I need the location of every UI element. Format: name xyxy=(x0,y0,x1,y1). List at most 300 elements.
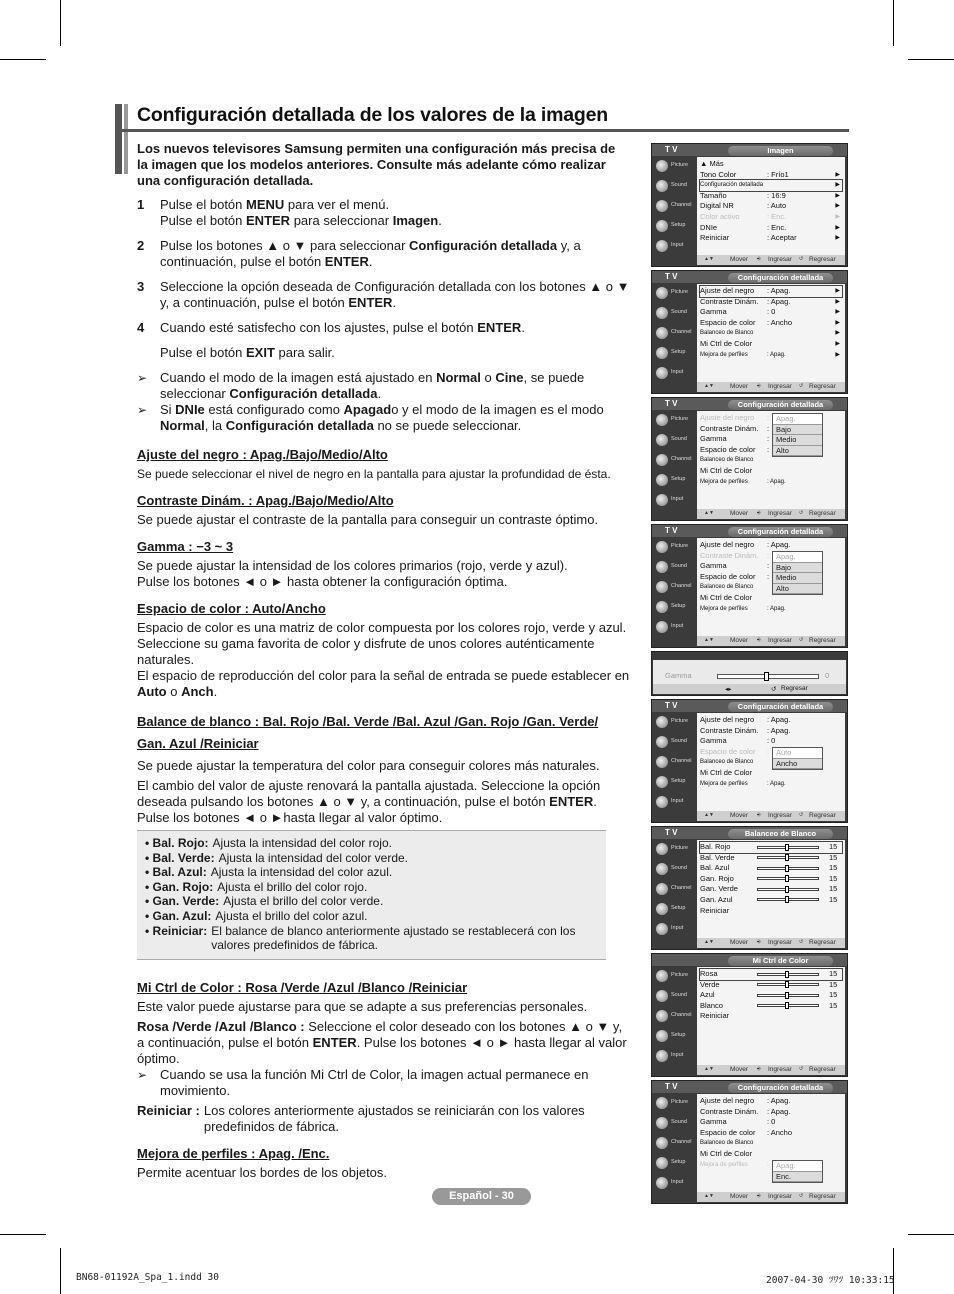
side-menu-item[interactable] xyxy=(656,1116,692,1132)
enter-icon: ⎆ xyxy=(757,637,762,643)
menu-row-label: Configuración detallada xyxy=(700,182,764,189)
menu-title: Configuración detallada xyxy=(728,1083,833,1093)
bullet-item xyxy=(145,880,598,895)
slider-knob[interactable] xyxy=(785,865,789,872)
tv-menu-config xyxy=(651,270,848,394)
enter-icon: ⎆ xyxy=(757,383,762,389)
side-menu-label: Setup xyxy=(671,476,686,482)
slider-value: 15 xyxy=(829,873,838,883)
side-menu-item[interactable] xyxy=(656,842,692,858)
note-bold: Normal xyxy=(160,418,205,433)
bullet-text: Ajusta la intensidad del color verde. xyxy=(218,850,409,865)
menu-row-value: : xyxy=(767,550,770,560)
step-text: Cuando esté satisfecho con los ajustes, pulse el botón xyxy=(160,320,478,335)
side-menu-label: Input xyxy=(671,1179,684,1185)
note-bold: Cine xyxy=(495,370,524,385)
step-text: . xyxy=(438,213,442,228)
section-text-part: . Pulse los botones ◄ o ►hasta llegar al valor óptimo. xyxy=(137,794,597,825)
ingresar-label: Ingresar xyxy=(768,939,792,946)
side-menu xyxy=(652,284,696,382)
dropdown-option[interactable]: Alto xyxy=(773,584,822,595)
menu-row-label: Color activo xyxy=(700,211,740,221)
side-menu-item[interactable] xyxy=(656,239,692,255)
menu-row-label: Rosa xyxy=(700,969,718,978)
slider-knob[interactable] xyxy=(785,875,789,882)
side-menu-item[interactable] xyxy=(656,735,692,751)
menu-row-label: Espacio de color xyxy=(700,317,756,327)
side-menu-item[interactable] xyxy=(656,862,692,878)
side-menu-item[interactable] xyxy=(656,902,692,918)
dropdown-option[interactable]: Enc. xyxy=(773,1172,822,1183)
menu-row[interactable] xyxy=(700,201,842,212)
picture-icon xyxy=(656,1097,668,1109)
tv-label: T V xyxy=(665,272,678,281)
side-menu-item[interactable] xyxy=(656,922,692,938)
menu-row-value: : xyxy=(767,444,770,454)
menu-row-value: : Apag. xyxy=(767,296,791,306)
slider-value: 15 xyxy=(829,894,838,904)
side-menu-item[interactable] xyxy=(656,493,692,509)
side-menu-item[interactable] xyxy=(656,969,692,985)
dropdown-option[interactable]: Medio xyxy=(773,573,822,584)
side-menu-item[interactable] xyxy=(656,1096,692,1112)
side-menu-item[interactable] xyxy=(656,199,692,215)
balance-bullet-box xyxy=(137,830,606,960)
menu-row[interactable] xyxy=(700,191,842,202)
menu-row-value: : xyxy=(767,1161,769,1168)
menu-row-reset[interactable] xyxy=(700,1011,842,1022)
value-slider[interactable] xyxy=(757,898,819,901)
menu-row[interactable] xyxy=(700,980,842,991)
section-text-part: El cambio del valor de ajuste renovará la pantalla ajustada. Seleccione la opción deseada pulsando los botones ▲ o ▼ y, a continuación, pulse el botón xyxy=(137,778,601,809)
side-menu-item[interactable] xyxy=(656,715,692,731)
menu-rows xyxy=(700,159,842,244)
sound-icon xyxy=(656,863,668,875)
input-icon xyxy=(656,923,668,935)
page-title: Configuración detallada de los valores de la imagen xyxy=(137,104,608,126)
menu-row[interactable] xyxy=(700,1001,842,1012)
slider-value: 15 xyxy=(829,842,838,851)
dropdown-option[interactable]: Bajo xyxy=(773,425,822,436)
value-slider[interactable] xyxy=(757,856,819,859)
gamma-slider-track[interactable] xyxy=(717,674,819,679)
slider-knob[interactable] xyxy=(785,844,789,851)
screen-bottom-bar xyxy=(697,938,845,948)
menu-row[interactable] xyxy=(700,180,842,191)
dropdown-option[interactable]: Bajo xyxy=(773,563,822,574)
menu-row-label: Mejora de perfiles xyxy=(700,351,748,358)
side-menu-item[interactable] xyxy=(656,1009,692,1025)
tv-menu-config-contraste xyxy=(651,524,848,648)
menu-row[interactable] xyxy=(700,297,842,308)
side-menu-item[interactable] xyxy=(656,326,692,342)
slider-knob[interactable] xyxy=(785,992,789,999)
menu-row[interactable] xyxy=(700,223,842,234)
side-menu-item[interactable] xyxy=(656,179,692,195)
crop-mark xyxy=(0,1234,46,1235)
menu-row-value: : xyxy=(767,571,770,581)
return-icon: ↺ xyxy=(799,383,804,389)
menu-row-label: Gan. Verde xyxy=(700,884,738,894)
channel-icon xyxy=(656,756,668,768)
menu-row[interactable] xyxy=(700,477,842,488)
step-text: Pulse el botón xyxy=(160,213,247,228)
side-menu-label: Setup xyxy=(671,603,686,609)
menu-row[interactable] xyxy=(700,1138,842,1149)
enter-icon: ⎆ xyxy=(757,939,762,945)
side-menu-item[interactable] xyxy=(656,540,692,556)
side-menu-label: Setup xyxy=(671,222,686,228)
menu-row-label: Espacio de color xyxy=(700,1127,756,1137)
section-heading-gamma: Gamma : −3 ~ 3 xyxy=(137,539,234,554)
value-slider[interactable] xyxy=(757,983,819,986)
menu-rows xyxy=(700,969,842,1022)
screen-bottom-bar xyxy=(697,509,845,519)
menu-row-value: : Ancho xyxy=(767,1127,793,1137)
menu-row[interactable] xyxy=(700,159,842,170)
setup-icon xyxy=(656,347,668,359)
side-menu-label: Sound xyxy=(671,182,687,188)
chevron-right-icon: ▶ xyxy=(835,192,840,199)
menu-row-label: Contraste Dinám. xyxy=(700,296,759,306)
screen-topbar xyxy=(652,827,847,839)
slider-value: 15 xyxy=(829,884,838,894)
dropdown-option[interactable]: Auto xyxy=(773,748,822,759)
menu-row[interactable] xyxy=(700,1107,842,1118)
menu-row[interactable] xyxy=(700,736,842,747)
dropdown-option[interactable]: Apag. xyxy=(773,414,822,425)
menu-row-value: : xyxy=(767,561,770,571)
side-menu xyxy=(652,411,696,509)
side-menu-label: Channel xyxy=(671,456,692,462)
side-menu-item[interactable] xyxy=(656,1136,692,1152)
value-slider[interactable] xyxy=(757,973,819,976)
menu-row-value: : Enc. xyxy=(767,211,787,221)
option-dropdown xyxy=(772,1160,823,1183)
section-text xyxy=(137,778,630,826)
input-icon xyxy=(656,367,668,379)
side-menu-label: Setup xyxy=(671,1032,686,1038)
value-slider[interactable] xyxy=(757,867,819,870)
side-menu-item[interactable] xyxy=(656,775,692,791)
channel-icon xyxy=(656,1137,668,1149)
side-menu-label: Channel xyxy=(671,202,692,208)
menu-row-label: Mejora de perfiles xyxy=(700,1161,748,1168)
menu-row-label: Gamma xyxy=(700,736,727,746)
side-menu-label: Setup xyxy=(671,905,686,911)
side-menu-item[interactable] xyxy=(656,882,692,898)
menu-row-label: Mi Ctrl de Color xyxy=(700,465,753,475)
sound-icon xyxy=(656,561,668,573)
mover-label: Mover xyxy=(730,1193,749,1200)
tv-menu-config-mejora xyxy=(651,1080,848,1204)
menu-row-label: Balanceo de Blanco xyxy=(700,330,754,337)
section-heading-ajuste: Ajuste del negro : Apag./Bajo/Medio/Alto xyxy=(137,447,388,462)
menu-row-label: Mejora de perfiles xyxy=(700,478,748,485)
enter-icon: ⎆ xyxy=(757,510,762,516)
note-text: o y el modo de la imagen es el modo xyxy=(391,402,604,417)
value-slider[interactable] xyxy=(757,1004,819,1007)
section-text xyxy=(137,1019,630,1067)
menu-row-label: Tono Color xyxy=(700,169,737,179)
menu-row-value: : Enc. xyxy=(767,222,787,232)
bullet-text: Ajusta el brillo del color azul. xyxy=(215,908,368,923)
side-menu-item[interactable] xyxy=(656,453,692,469)
side-menu-item[interactable] xyxy=(656,1029,692,1045)
chevron-right-icon: ▶ xyxy=(835,235,840,242)
side-menu xyxy=(652,157,696,255)
menu-row[interactable] xyxy=(700,604,842,615)
section-text: Se puede ajustar la temperatura del color para conseguir colores más naturales. xyxy=(137,758,600,773)
menu-row[interactable] xyxy=(700,1096,842,1107)
section-text-part: Seleccione el color deseado con los botones ▲ o ▼ y, a continuación, pulse el botón xyxy=(137,1018,623,1050)
menu-row[interactable] xyxy=(700,884,842,895)
menu-row[interactable] xyxy=(700,1128,842,1139)
slider-knob[interactable] xyxy=(785,854,789,861)
menu-row[interactable] xyxy=(700,339,842,350)
menu-row-reset[interactable] xyxy=(700,906,842,917)
step-2 xyxy=(137,238,630,270)
key-enter: ENTER xyxy=(348,295,393,310)
menu-row[interactable] xyxy=(700,350,842,361)
side-menu-item[interactable] xyxy=(656,219,692,235)
menu-row[interactable] xyxy=(700,307,842,318)
screen-topbar xyxy=(652,1081,847,1093)
picture-icon xyxy=(656,160,668,172)
bullet-item xyxy=(145,894,598,909)
menu-row[interactable] xyxy=(700,726,842,737)
title-accent-bar xyxy=(124,104,128,174)
section-heading-mejora: Mejora de perfiles : Apag. /Enc. xyxy=(137,1145,330,1161)
menu-imagen: Imagen xyxy=(392,213,439,228)
side-menu-label: Picture xyxy=(671,1099,689,1105)
option-dropdown xyxy=(772,551,823,595)
dropdown-option[interactable]: Medio xyxy=(773,435,822,446)
slider-knob[interactable] xyxy=(785,886,789,893)
tv-label: T V xyxy=(665,399,678,408)
screen-bottom-bar xyxy=(697,1192,845,1202)
enter-icon: ⎆ xyxy=(757,1193,762,1199)
sound-icon xyxy=(656,736,668,748)
value-slider[interactable] xyxy=(757,846,819,849)
side-menu-item[interactable] xyxy=(656,473,692,489)
menu-row-label: Ajuste del negro xyxy=(700,715,755,724)
side-menu-item[interactable] xyxy=(656,755,692,771)
note-mictrl xyxy=(137,1067,630,1099)
side-menu-item[interactable] xyxy=(656,413,692,429)
sound-icon xyxy=(656,307,668,319)
mover-label: Mover xyxy=(730,510,749,517)
screen-topbar xyxy=(652,525,847,537)
menu-row-label: Gamma xyxy=(700,1117,727,1127)
menu-row-value: : 0 xyxy=(767,736,776,746)
menu-row-label: Ajuste del negro xyxy=(700,413,755,422)
value-slider[interactable] xyxy=(757,994,819,997)
side-menu-item[interactable] xyxy=(656,560,692,576)
dropdown-option[interactable]: Ancho xyxy=(773,759,822,770)
note-arrow-icon: ➢ xyxy=(137,371,148,385)
bullet-label: • Bal. Rojo: xyxy=(145,836,209,850)
side-menu-item[interactable] xyxy=(656,433,692,449)
gamma-label: Gamma xyxy=(665,671,692,680)
menu-row[interactable] xyxy=(700,466,842,477)
menu-row[interactable] xyxy=(700,863,842,874)
bullet-label: • Bal. Azul: xyxy=(145,865,207,880)
menu-row-label: Bal. Azul xyxy=(700,863,730,873)
side-menu-label: Sound xyxy=(671,1119,687,1125)
menu-row[interactable] xyxy=(700,1149,842,1160)
gamma-slider-knob[interactable] xyxy=(764,672,769,681)
note-text: está configurado como xyxy=(204,402,344,417)
note-bold: Apagad xyxy=(343,402,392,417)
menu-row[interactable] xyxy=(700,779,842,790)
side-menu-item[interactable] xyxy=(656,159,692,175)
bullet-item xyxy=(145,909,598,924)
step-text: Pulse el botón xyxy=(160,197,247,212)
menu-panel xyxy=(697,538,845,636)
menu-row[interactable] xyxy=(700,328,842,339)
menu-row[interactable] xyxy=(700,895,842,906)
menu-row-value: : Ancho xyxy=(767,317,793,327)
side-menu-label: Picture xyxy=(671,972,689,978)
slider-knob[interactable] xyxy=(785,1002,789,1009)
side-menu-label: Input xyxy=(671,798,684,804)
menu-row[interactable] xyxy=(700,212,842,223)
menu-config: Configuración detallada xyxy=(409,238,558,253)
menu-title: Configuración detallada xyxy=(728,400,833,410)
menu-row[interactable] xyxy=(700,853,842,864)
menu-row[interactable] xyxy=(700,874,842,885)
key-enter: ENTER xyxy=(324,254,369,269)
section-text-part: o xyxy=(166,684,182,699)
value-slider[interactable] xyxy=(757,888,819,891)
menu-panel xyxy=(697,411,845,509)
crop-mark xyxy=(0,59,46,60)
slider-knob[interactable] xyxy=(785,971,789,978)
tv-label: T V xyxy=(665,828,678,837)
side-menu-item[interactable] xyxy=(656,366,692,382)
menu-title: Configuración detallada xyxy=(728,527,833,537)
dropdown-option[interactable]: Apag. xyxy=(773,1161,822,1172)
side-menu-item[interactable] xyxy=(656,600,692,616)
menu-row-label: Reiniciar xyxy=(700,233,730,243)
menu-row-value: : xyxy=(767,423,770,433)
menu-row-label: Gan. Azul xyxy=(700,894,733,904)
screen-topbar xyxy=(652,700,847,712)
menu-row[interactable] xyxy=(700,318,842,329)
menu-row[interactable] xyxy=(700,170,842,181)
side-menu-item[interactable] xyxy=(656,1156,692,1172)
bullet-label: • Gan. Verde: xyxy=(145,894,220,909)
value-slider[interactable] xyxy=(757,877,819,880)
side-menu-label: Channel xyxy=(671,1012,692,1018)
menu-row[interactable] xyxy=(700,990,842,1001)
return-icon: ↺ xyxy=(799,256,804,262)
bullet-text: Ajusta el brillo del color rojo. xyxy=(217,879,368,894)
input-icon xyxy=(656,796,668,808)
menu-row[interactable] xyxy=(700,842,842,853)
dropdown-option[interactable]: Apag. xyxy=(773,552,822,563)
regresar-label: Regresar xyxy=(809,256,836,263)
menu-row-label: Reiniciar xyxy=(700,905,730,915)
chevron-right-icon: ▶ xyxy=(835,309,840,316)
menu-title: Configuración detallada xyxy=(728,273,833,283)
section-text: Este valor puede ajustarse para que se adapte a sus preferencias personales. xyxy=(137,998,588,1014)
side-menu-label: Sound xyxy=(671,563,687,569)
dropdown-option[interactable]: Alto xyxy=(773,446,822,457)
picture-icon xyxy=(656,970,668,982)
menu-row-value: : 0 xyxy=(767,307,776,317)
channel-icon xyxy=(656,883,668,895)
side-menu-label: Input xyxy=(671,1052,684,1058)
enter-icon: ⎆ xyxy=(757,256,762,262)
chevron-right-icon: ▶ xyxy=(835,340,840,347)
side-menu-item[interactable] xyxy=(656,989,692,1005)
slider-knob[interactable] xyxy=(785,981,789,988)
menu-row[interactable] xyxy=(700,540,842,551)
menu-row-label: Tamaño xyxy=(700,190,727,200)
menu-row-value: : xyxy=(767,434,770,444)
screen-topbar xyxy=(652,144,847,156)
crop-mark xyxy=(60,1248,61,1294)
regresar-label: Regresar xyxy=(809,510,836,517)
bullet-label: • Bal. Verde: xyxy=(145,850,215,865)
menu-row-value: : Apag. xyxy=(767,605,786,612)
side-menu-item[interactable] xyxy=(656,795,692,811)
side-menu-label: Sound xyxy=(671,436,687,442)
bullet-item xyxy=(145,851,598,866)
side-menu-label: Picture xyxy=(671,416,689,422)
side-menu-item[interactable] xyxy=(656,1176,692,1192)
menu-row-label: Espacio de color xyxy=(700,571,756,581)
side-menu-label: Channel xyxy=(671,1139,692,1145)
section-bold: ENTER xyxy=(549,794,594,809)
return-icon: ↺ xyxy=(799,510,804,516)
screen-bottom-bar xyxy=(697,811,845,821)
note-text: , la xyxy=(204,418,226,433)
setup-icon xyxy=(656,474,668,486)
side-menu-item[interactable] xyxy=(656,286,692,302)
menu-row[interactable] xyxy=(700,286,842,297)
section-text: Se puede ajustar el contraste de la pantalla para conseguir un contraste óptimo. xyxy=(137,512,599,527)
menu-row-label: Contraste Dinám. xyxy=(700,1106,759,1116)
side-menu-item[interactable] xyxy=(656,620,692,636)
main-content xyxy=(137,141,630,1181)
menu-row[interactable] xyxy=(700,969,842,980)
side-menu-item[interactable] xyxy=(656,580,692,596)
side-menu-item[interactable] xyxy=(656,1049,692,1065)
section-bold: Auto xyxy=(137,684,167,699)
gamma-panel xyxy=(653,660,846,686)
menu-row[interactable] xyxy=(700,233,842,244)
ingresar-label: Ingresar xyxy=(768,383,792,390)
menu-row-label: Mi Ctrl de Color xyxy=(700,767,753,777)
section-bold: Reiniciar : xyxy=(137,1102,200,1118)
crop-mark xyxy=(893,1248,894,1294)
tv-screens xyxy=(651,143,848,1207)
slider-knob[interactable] xyxy=(785,896,789,903)
menu-row[interactable] xyxy=(700,1117,842,1128)
slider-value: 15 xyxy=(829,990,838,1000)
setup-icon xyxy=(656,1030,668,1042)
side-menu-item[interactable] xyxy=(656,346,692,362)
side-menu-label: Picture xyxy=(671,289,689,295)
menu-row-value: : Apag. xyxy=(767,478,786,485)
menu-row-label: Reiniciar xyxy=(700,1011,730,1021)
menu-row[interactable] xyxy=(700,715,842,726)
section-text: Se puede seleccionar el nivel de negro en la pantalla para ajustar la profundidad de ésta. xyxy=(137,467,611,481)
side-menu-item[interactable] xyxy=(656,306,692,322)
